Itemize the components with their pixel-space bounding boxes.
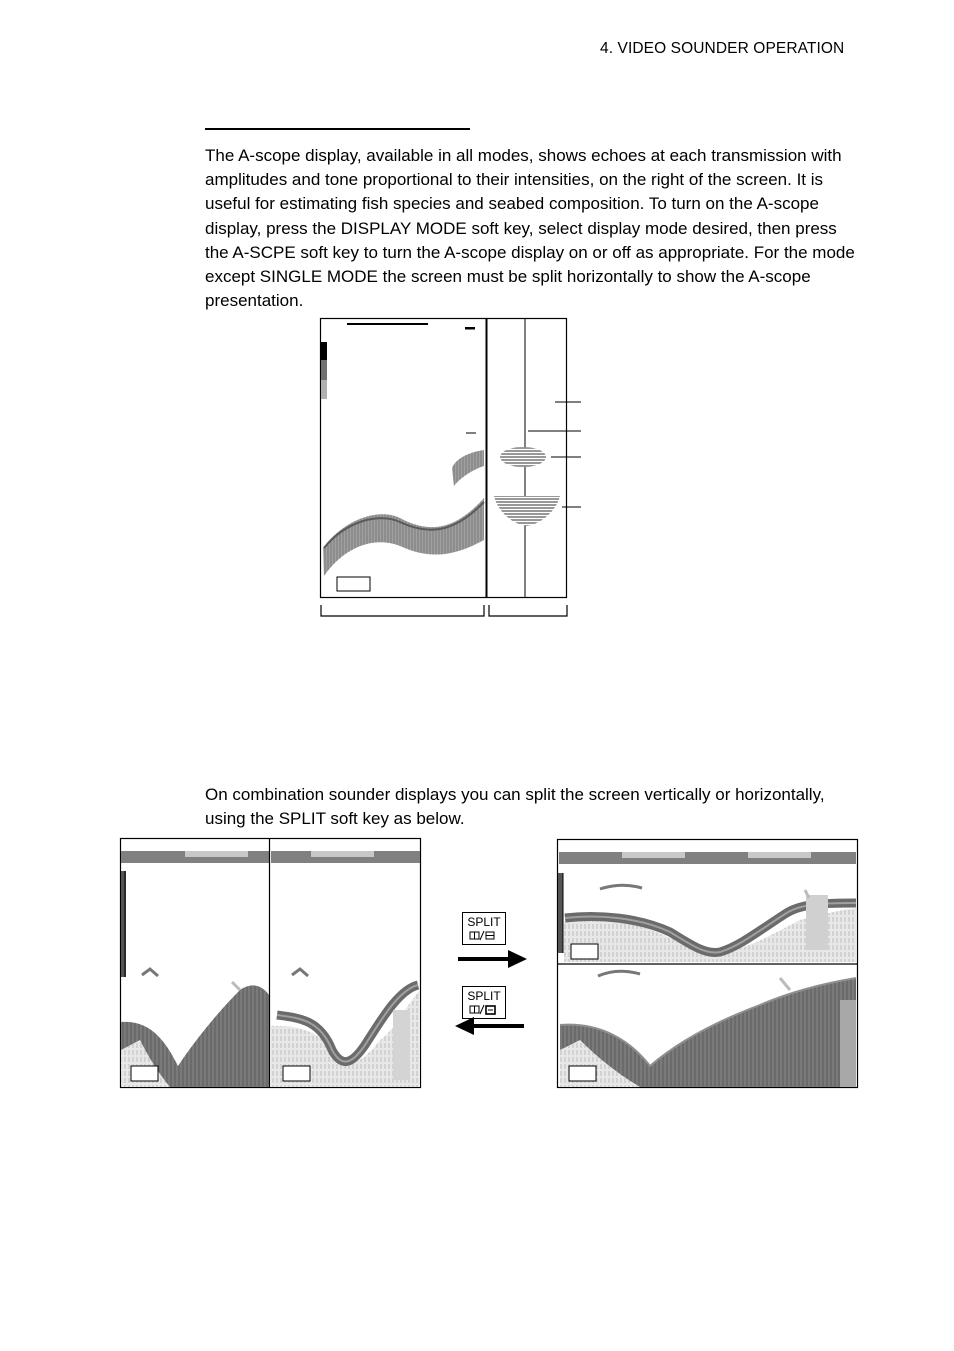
split-key-to-horizontal[interactable] <box>463 913 506 945</box>
split-key-to-vertical[interactable] <box>463 987 506 1019</box>
arrow-right-icon <box>458 950 527 968</box>
ascope-bracket <box>489 605 567 616</box>
ascope-figure <box>321 319 582 617</box>
arrow-left-icon <box>455 1017 524 1035</box>
echogram-box <box>337 577 370 591</box>
range-mark <box>465 327 475 330</box>
split-description: On combination sounder displays you can split the screen vertically or horizontally, using the SPLIT soft key as below. <box>205 785 825 829</box>
ascope-fish-echo <box>500 447 546 467</box>
split-key-label: SPLIT <box>467 915 501 929</box>
color-bar-light <box>321 380 327 399</box>
split-key-label: SPLIT <box>467 989 501 1003</box>
echogram-bracket <box>321 605 484 616</box>
ascope-description: The A-scope display, available in all modes, shows echoes at each transmission with amplitudes and tone proportional to their intensities, on the right of the screen. It is useful for estimating fish species and seabed composition. To turn on the A-scope display, press the DISPLAY MODE soft key, select display mode desired, then press the A-SCPE soft key to turn the A-scope display on or off as appropriate. For the mode except SINGLE MODE the screen must be split horizontally to show the A-scope presentation. <box>205 146 855 311</box>
vertical-split-display <box>121 839 421 1088</box>
page-header: 4. VIDEO SOUNDER OPERATION <box>600 40 845 57</box>
color-bar-dark <box>321 342 327 360</box>
horizontal-split-display <box>558 840 858 1088</box>
color-bar-mid <box>321 360 327 380</box>
